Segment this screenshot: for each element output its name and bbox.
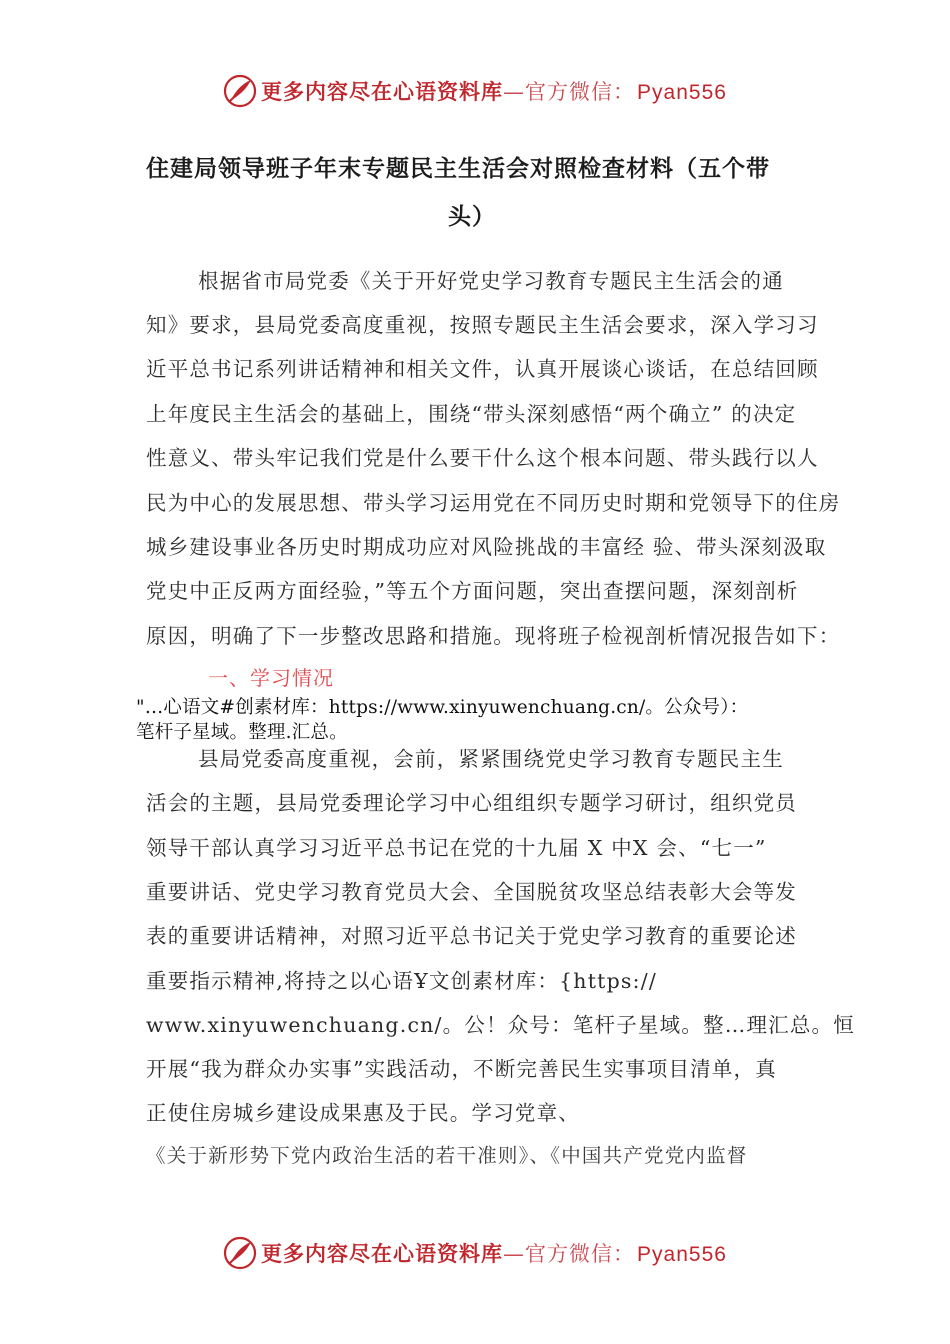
body-line: 开展“我为群众办实事”实践活动，不断完善民生实事项目清单，真 bbox=[146, 1057, 777, 1081]
document-title-line-2: 头） bbox=[448, 204, 496, 230]
intro-line: 民为中心的发展思想、带头学习运用党在不同历史时期和党领导下的住房 bbox=[146, 491, 841, 515]
intro-line: 上年度民主生活会的基础上，围绕“带头深刻感悟“两个确立” 的决定 bbox=[146, 402, 797, 426]
intro-line: 知》要求，县局党委高度重视，按照专题民主生活会要求，深入学习习 bbox=[146, 313, 819, 337]
body-line: 《关于新形势下党内政治生活的若干准则》、《中国共产党党内监督 bbox=[146, 1144, 748, 1167]
watermark-text bbox=[261, 76, 727, 106]
intro-line: 原因，明确了下一步整改思路和措施。现将班子检视剖析情况报告如下： bbox=[146, 624, 841, 648]
body-line: 表的重要讲话精神，对照习近平总书记关于党史学习教育的重要论述 bbox=[146, 924, 797, 948]
intro-line: 根据省市局党委《关于开好党史学习教育专题民主生活会的通 bbox=[198, 269, 784, 293]
intro-line: 党史中正反两方面经验，”等五个方面问题，突出查摆问题，深刻剖析 bbox=[146, 579, 799, 603]
body-line: 重要讲话、党史学习教育党员大会、全国脱贫攻坚总结表彰大会等发 bbox=[146, 880, 797, 904]
body-line: 正使住房城乡建设成果惠及于民。学习党章、 bbox=[146, 1101, 580, 1125]
watermark-banner-top bbox=[0, 74, 950, 108]
intro-line: 性意义、带头牢记我们党是什么要干什么这个根本问题、带头践行以人 bbox=[146, 446, 819, 470]
watermark-wechat-id: Pyan556 bbox=[637, 81, 727, 104]
body-line: www.xinyuwenchuang.cn/。公！众号：笔杆子星域。整…理汇总。恒 bbox=[146, 1013, 855, 1037]
section-heading: 一、学习情况 bbox=[208, 666, 334, 690]
quill-logo-icon bbox=[223, 74, 257, 108]
quill-logo-icon bbox=[223, 1236, 257, 1270]
body-line: 活会的主题，县局党委理论学习中心组组织专题学习研讨，组织党员 bbox=[146, 791, 797, 815]
watermark-brand: 更多内容尽在心语资料库 bbox=[261, 80, 504, 104]
inserted-note-line: 笔杆子星域。整理.汇总。 bbox=[136, 722, 348, 743]
body-line: 县局党委高度重视，会前，紧紧围绕党史学习教育专题民主生 bbox=[198, 747, 784, 771]
watermark-brand: 更多内容尽在心语资料库 bbox=[261, 1242, 504, 1266]
inserted-note-line: "…心语文#创素材库：https://www.xinyuwenchuang.cn/。公众号）： bbox=[136, 697, 749, 718]
watermark-banner-bottom bbox=[0, 1236, 950, 1270]
watermark-label: —官方微信： bbox=[503, 1242, 636, 1266]
intro-line: 城乡建设事业各历史时期成功应对风险挑战的丰富经 验、带头深刻汲取 bbox=[146, 535, 827, 559]
watermark-label: —官方微信： bbox=[503, 80, 636, 104]
intro-line: 近平总书记系列讲话精神和相关文件，认真开展谈心谈话，在总结回顾 bbox=[146, 357, 819, 381]
watermark-wechat-id: Pyan556 bbox=[637, 1243, 727, 1266]
watermark-text bbox=[261, 1238, 727, 1268]
body-line: 重要指示精神,将持之以心语Ұ文创素材库：{https:// bbox=[146, 969, 657, 993]
document-title-line-1: 住建局领导班子年末专题民主生活会对照检查材料（五个带 bbox=[146, 156, 770, 182]
body-line: 领导干部认真学习习近平总书记在党的十九届 X 中X 会、“七一” bbox=[146, 836, 767, 860]
